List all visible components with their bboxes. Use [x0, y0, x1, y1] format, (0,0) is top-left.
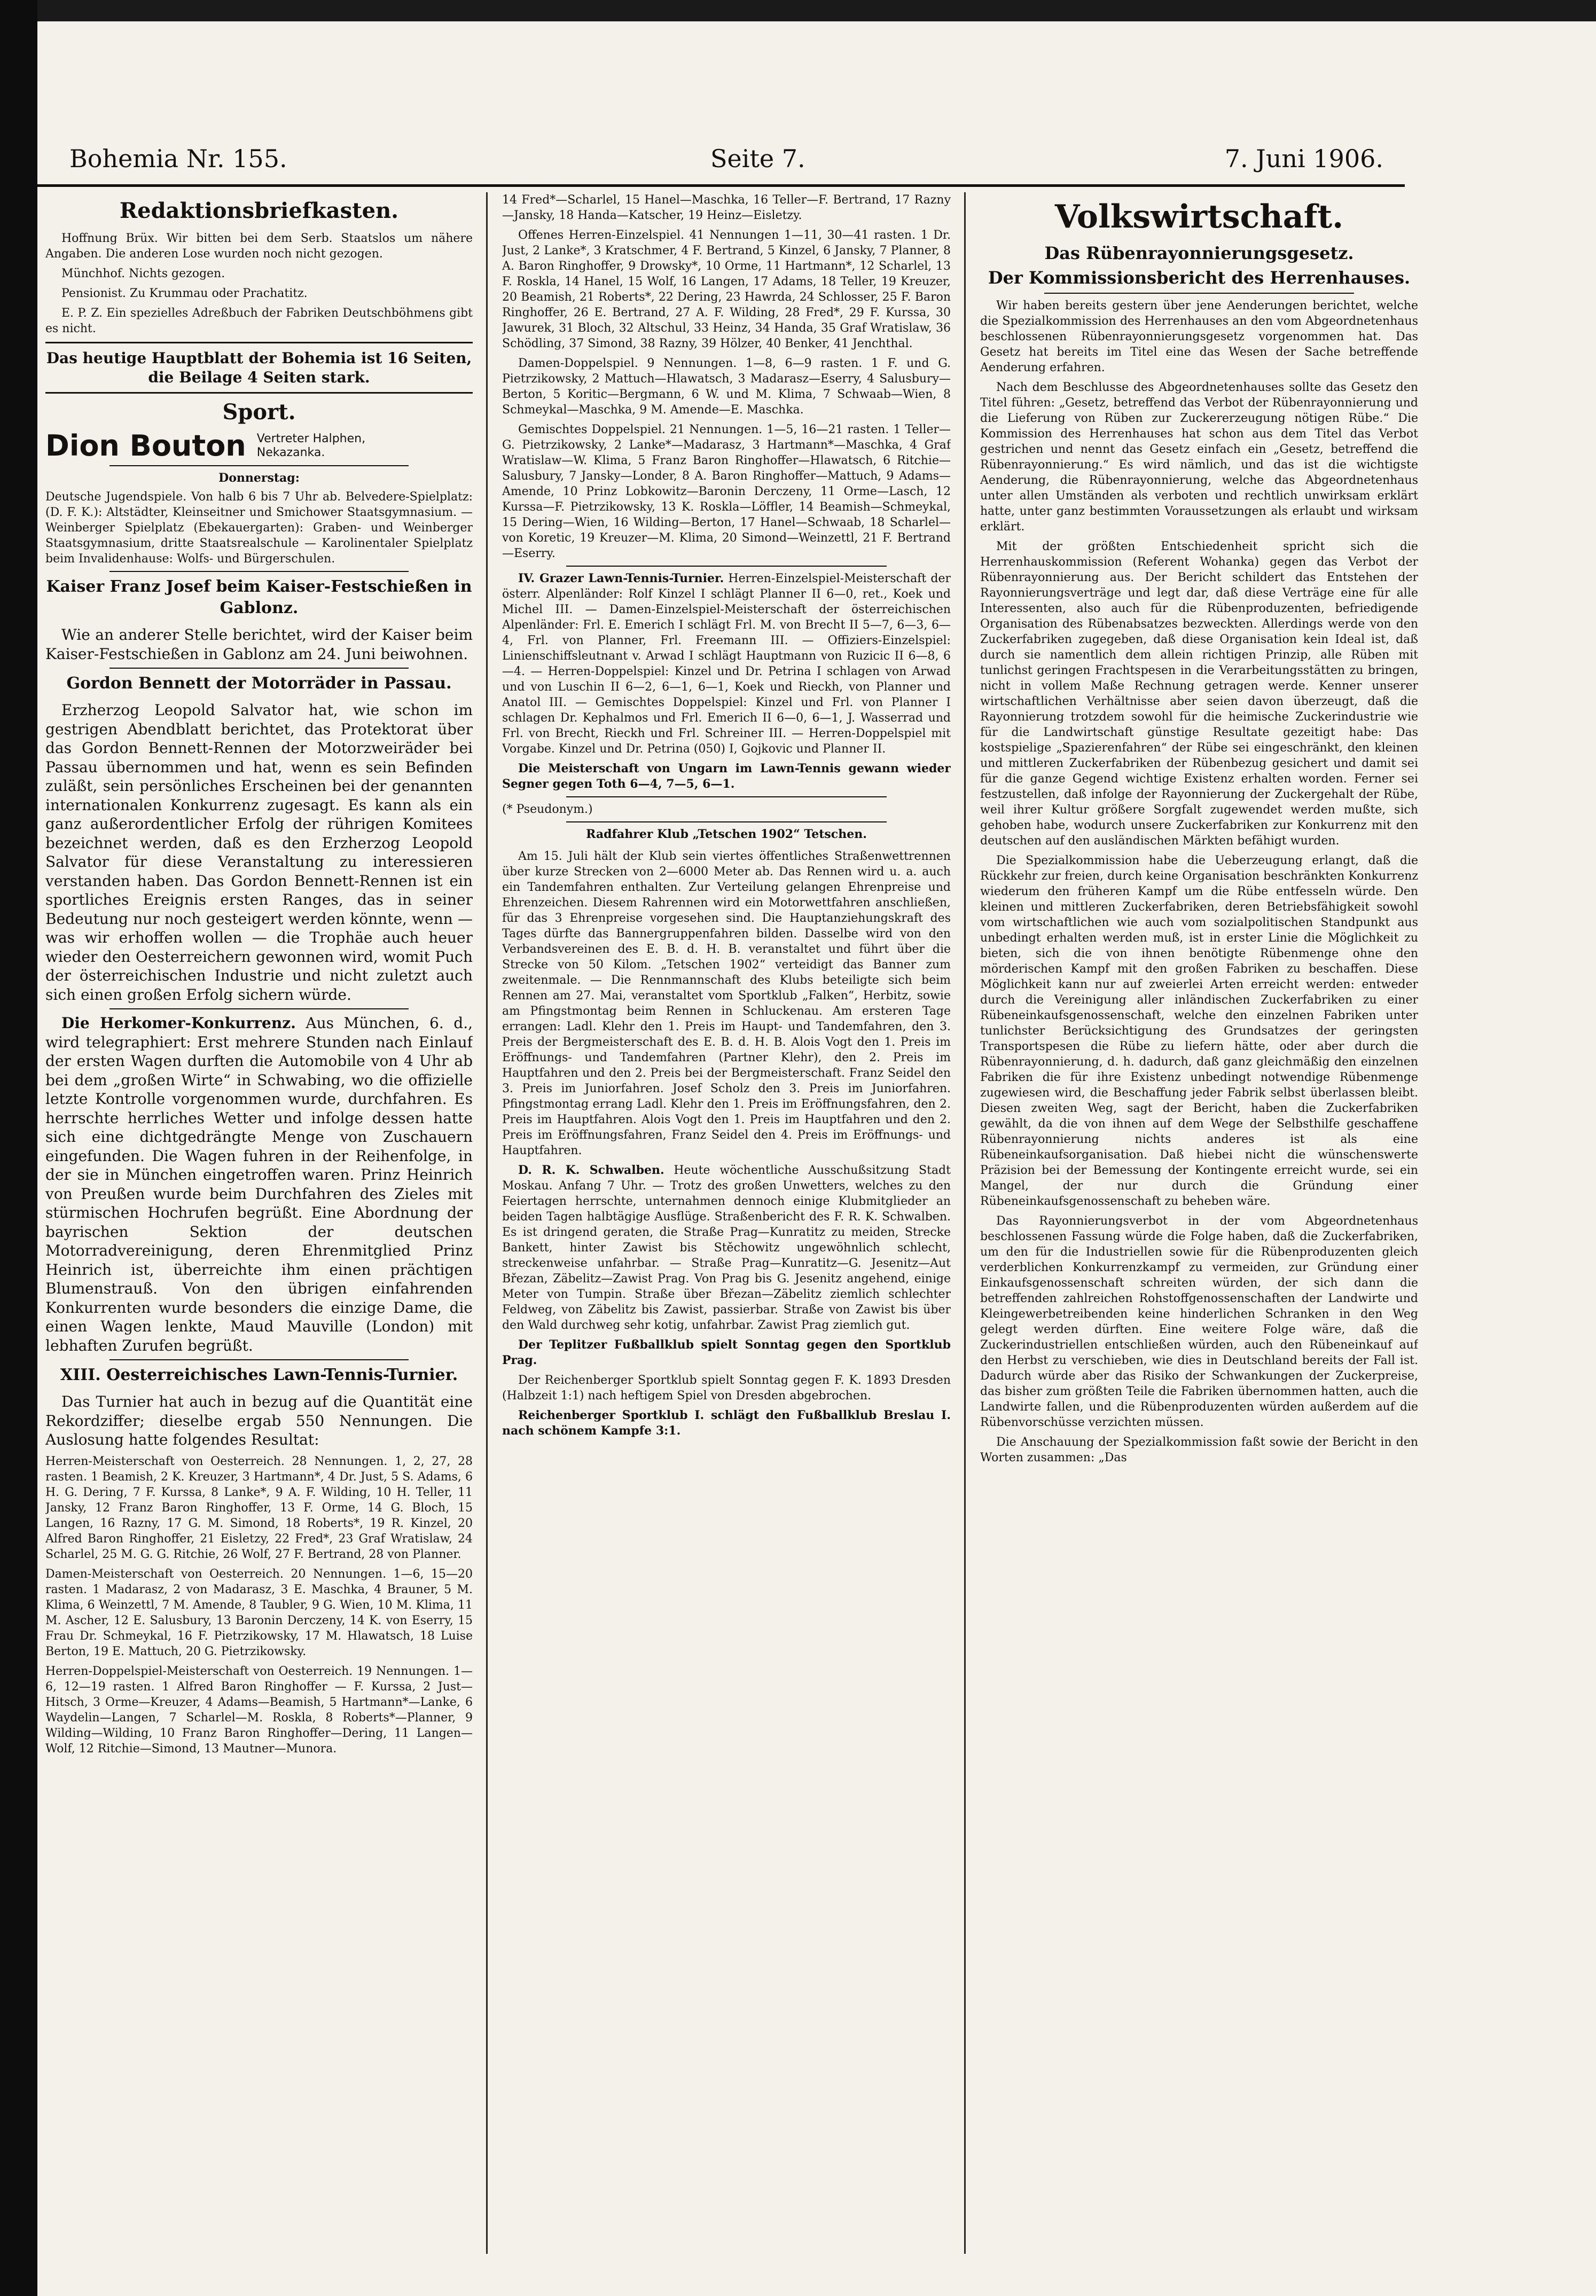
header-rule	[37, 184, 1405, 187]
article-headline: D. R. K. Schwalben.	[518, 1163, 664, 1177]
draw-list: Damen-Meisterschaft von Oesterreich. 20 Nennungen. 1—6, 15—20 rasten. 1 Madarasz, 2 von Madarasz, 3 E. Maschka, 4 Brauner, 5 M. Klima, 6 Weinzettl, 7 M. Amende, 8 Taubler, 9 G. Wien, 10 M. Klima, 11 M. Ascher, 12 E. Salusbury, 13 Baronin Derczeny, 14 K. von Eserry, 15 Frau Dr. Schmeykal, 16 F. Pietrzikowsky, 17 M. Hlawatsch, 18 Luise Berton, 19 E. Mattuch, 20 G. Pietrzikowsky.	[45, 1567, 473, 1658]
article-paragraph: Die Spezialkommission habe die Ueberzeugung erlangt, daß die Rückkehr zur freien, durch keine Organisation beschränkten Konkurrenz wiederum den früheren Kampf um die Rübe entfesseln würde. Den kleinen und mittleren Zuckerfabriken, deren Betriebsfähigkeit sowohl vom wirtschaftlichen wie auch vom sozialpolitischen Standpunkt aus unbedingt erhalten werden muß, ist in erster Linie die Möglichkeit zu bieten, sich die von ihnen benötigte Rübenmenge ohne den mörderischen Kampf mit den großen Fabriken zu beschaffen. Diese Möglichkeit kann nur auf zweierlei Arten erreicht werden: entweder durch die Vereinigung aller inländischen Zuckerfabriken zu einer Rübeneinkaufsgenossenschaft, welche den einzelnen Fabriken unter tunlichster Berücksichtigung des Grundsatzes der geringsten Transportspesen die Rübe zu liefern hätte, oder aber durch die Rübenrayonnierung, d. h. dadurch, daß ganz gleichmäßig den einzelnen Fabriken die für ihre Existenz unbedingt notwendige Rübenmenge zugewiesen wird, die Beschaffung jeder Fabrik selbst überlassen bleibt. Diesen zweiten Weg, sagt der Bericht, haben die Zuckerfabriken gewählt, da die von ihnen auf dem Wege der Selbsthilfe geschaffene Rübenrayonnierung nichts anderes ist als eine Rübeneinkaufsorganisation. Daß hiebei nicht die wünschenswerte Präzision bei der Bemessung der Kontingente erreicht wurde, sei ein Mangel, der nur durch die Gründung einer Rübeneinkaufsgenossenschaft zu beheben wäre.	[980, 854, 1418, 1208]
divider	[109, 668, 409, 669]
section-title-redaktionsbriefkasten: Redaktionsbriefkasten.	[119, 198, 399, 223]
letter-item: Pensionist. Zu Krummau oder Prachatitz.	[61, 287, 308, 300]
article-headline: Radfahrer Klub „Tetschen 1902“ Tetschen.	[586, 827, 867, 841]
divider	[566, 566, 887, 567]
article-text	[502, 571, 951, 757]
draw-list: Offenes Herren-Einzelspiel. 41 Nennungen 1—11, 30—41 rasten. 1 Dr. Just, 2 Lanke*, 3 Kratschmer, 4 F. Bertrand, 5 Kinzel, 6 Jansky, 7 Planner, 8 A. Baron Ringhoffer, 9 Drowsky*, 10 Orme, 11 Hartmann*, 12 Scharlel, 13 F. Roskla, 14 Hanel, 15 Wolf, 16 Langen, 17 Adams, 18 Teller, 19 Kreuzer, 20 Beamish, 21 Roberts*, 22 Dering, 23 Hawrda, 24 Schlosser, 25 F. Baron Ringhoffer, 26 E. Bertrand, 27 A. F. Wilding, 28 Fred*, 29 F. Kurssa, 30 Jawurek, 31 Bloch, 32 Altschul, 33 Heinz, 34 Handa, 35 Graf Wratislaw, 36 Schödling, 37 Simond, 38 Razny, 39 Hölzer, 40 Benker, 41 Jenchthal.	[502, 229, 951, 350]
draw-list: Herren-Meisterschaft von Oesterreich. 28 Nennungen. 1, 2, 27, 28 rasten. 1 Beamish, 2 K. Kreuzer, 3 Hartmann*, 4 Dr. Just, 5 S. Adams, 6 H. G. Dering, 7 F. Kurssa, 8 Lanke*, 9 A. F. Wilding, 10 H. Teller, 11 Jansky, 12 Franz Baron Ringhoffer, 13 F. Orme, 14 G. Bloch, 15 Langen, 16 Razny, 17 G. M. Simond, 18 Roberts*, 19 R. Kinzel, 20 Alfred Baron Ringhoffer, 21 Eisletzy, 22 Fred*, 23 Graf Wratislaw, 24 Scharlel, 25 M. G. G. Ritchie, 26 Wolf, 27 F. Bertrand, 28 von Planner.	[45, 1454, 473, 1561]
divider	[45, 392, 473, 394]
article-paragraph: Mit der größten Entschiedenheit spricht sich die Herrenhauskommission (Referent Wohanka) gegen das Verbot der Rübenrayonnierung aus. Der Bericht schildert das Entstehen der Rayonnierungsverträge und legt dar, daß diese Verträge eine für alle Interessenten, also auch für die Rübenproduzenten, befriedigende Organisation des Rübenabsatzes bezweckten. Allerdings werde von den Zuckerfabriken zugegeben, daß diese Organisation kein Ideal ist, daß durch sie namentlich dem allein richtigen Prinzip, alle Rüben mit tunlichst geringen Frachtspesen in die Verarbeitungsstätten zu bringen, nicht in vollem Maße Rechnung getragen werde. Kenner unserer wirtschaftlichen Verhältnisse aber seien davon überzeugt, daß die Rayonnierung trotzdem sowohl für die heimische Zuckerindustrie wie für die Landwirtschaft günstige Resultate gezeitigt habe: Das kostspielige „Spazierenfahren“ der Rübe sei eingeschränkt, den kleinen und mittleren Zuckerfabriken der Rübenbezug gesichert und damit sei für die ganze Gegend wichtige Existenz erhalten worden. Ferner sei festzustellen, daß infolge der Rayonnierung der Zuckergehalt der Rübe, weil ihrer Kultur größere Sorgfalt zugewendet werden mußte, sich gehoben habe, wodurch unsere Zuckerfabriken zur Konkurrenz mit den deutschen auf den ausländischen Märkten befähigt wurden.	[980, 540, 1418, 848]
divider	[109, 465, 409, 466]
article-headline: Kaiser Franz Josef beim Kaiser-Festschießen in Gablonz.	[46, 577, 472, 617]
article-body: Aus München, 6. d., wird telegraphiert: Erst mehrere Stunden nach Einlauf der ersten Wagen durften die Automobile von 4 Uhr ab bei dem „großen Wirte“ in Schwabing, wo die offizielle letzte Kontrolle vorgenommen wurde, durchfahren. Es herrschte herrliches Wetter und infolge dessen hatte sich eine dichtgedrängte Menge von Zuschauern eingefunden. Die Wagen fuhren in der Reihenfolge, in der sie in München eingetroffen waren. Prinz Heinrich von Preußen wurde beim Durchfahren des Zieles mit stürmischen Hochrufen begrüßt. Eine Abordnung der bayrischen Sektion der deutschen Motorradvereinigung, deren Ehrenmitglied Prinz Heinrich ist, überreichte ihm einen prächtigen Blumenstrauß. Von den übrigen einfahrenden Konkurrenten wurde besonders die einzige Dame, die einen Wagen lenkte, Maud Mauville (London) mit lebhaften Zurufen begrüßt.	[45, 1014, 473, 1354]
article-paragraph: Wir haben bereits gestern über jene Aenderungen berichtet, welche die Spezialkommission des Herrenhauses an den vom Abgeordnetenhaus beschlossenen Rübenrayonnierungsgesetz vorgenommen hat. Das Gesetz hat bereits im Titel eine das Wesen der Sache betreffende Aenderung erfahren.	[980, 299, 1418, 374]
article-paragraph: Nach dem Beschlusse des Abgeordnetenhauses sollte das Gesetz den Titel führen: „Gesetz, betreffend das Verbot der Rübenrayonnierung und die Lieferung von Rüben zur Zuckererzeugung nötigen Rübe.“ Die Kommission des Herrenhauses hat schon aus dem Titel das Verbot gestrichen und nennt das Gesetz einfach ein „Gesetz, betreffend die Rübenrayonnierung.“ Es wird nämlich, und das ist die wichtigste Aenderung, die Rübenrayonnierung, welche das Abgeordnetenhaus unter allen Umständen als verboten und rechtlich unwirksam erklärt hatte, unter ganz bestimmten Voraussetzungen als erlaubt und wirksam erklärt.	[980, 381, 1418, 534]
article-subheadline: Der Kommissionsbericht des Herrenhauses.	[988, 268, 1411, 288]
heading-donnerstag: Donnerstag:	[218, 471, 300, 485]
article-body: Heute wöchentliche Ausschußsitzung Stadt Moskau. Anfang 7 Uhr. — Trotz des großen Unwetters, welches zu den Feiertagen herrschte, unternahmen dennoch einige Klubmitglieder an beiden Tagen halbtägige Ausflüge. Straßenbericht des F. R. K. Schwalben. Es ist dringend geraten, die Straße Prag—Kunratitz zu meiden, Strecke Bankett, hinter Zawist bis Stěchowitz ungewöhnlich schlecht, streckenweise unfahrbar. — Straße Prag—Kunratitz—G. Jesenitz—Aut Březan, Zäbelitz—Zawist Prag. Von Prag bis G. Jesenitz angehend, einige Meter von Tumpin. Straße über Březan—Zäbelitz ziemlich schlechter Feldweg, von Zäbelitz bis Zawist, passierbar. Straße von Zawist bis über den Wald durchweg sehr kotig, unfahrbar. Zawist Prag ziemlich gut.	[502, 1164, 951, 1332]
article-headline: Gordon Bennett der Motorräder in Passau.	[66, 674, 452, 693]
article-headline: Die Herkomer-Konkurrenz.	[61, 1014, 296, 1032]
article-text	[45, 1014, 473, 1355]
article-text: Der Teplitzer Fußballklub spielt Sonntag gegen den Sportklub Prag.	[502, 1338, 951, 1367]
scan-border-left	[0, 0, 37, 2296]
header-page-number: Seite 7.	[710, 144, 805, 173]
article-headline: Das Rübenrayonnierungsgesetz.	[1044, 243, 1354, 263]
article-text: Am 15. Juli hält der Klub sein viertes öffentliches Straßenwettrennen über kurze Strecken von 2—6000 Meter ab. Das Rennen wird u. a. auch ein Tandemfahren enthalten. Zur Verteilung gelangen Ehrenpreise und Ehrenzeichen. Diesem Rahrennen wird ein Motorwettfahren anschließen, für das 3 Ehrenpreise vorgesehen sind. Die Hauptanziehungskraft des Tages dürfte das Bannergruppenfahren bilden. Dasselbe wird von den Verbandsvereinen des E. B. d. H. B. veranstaltet und führt über die Strecke von 50 Kilom. „Tetschen 1902“ verteidigt das Banner zum zweitenmale. — Die Rennmannschaft des Klubs beteiligte sich beim Rennen am 27. Mai, veranstaltet vom Sportklub „Falken“, Herbitz, sowie am Pfingstmontag beim Rennen in Schluckenau. Am ersteren Tage errangen: Ladl. Klehr den 1. Preis im Haupt- und Tandemfahren, den 3. Preis der Bergmeisterschaft des E. B. d. H. B. Alois Vogt den 1. Preis im Eröffnungs- und Tandemfahren (Partner Klehr), den 2. Preis im Hauptfahren und den 2. Preis bei der Bergmeisterschaft. Franz Seidel den 3. Preis im Juniorfahren. Josef Scholz den 3. Preis im Juniorfahren. Pfingstmontag errang Ladl. Klehr den 1. Preis im Eröffnungsfahren, den 2. Preis im Hauptfahren. Alois Vogt den 1. Preis im Hauptfahren und den 2. Preis im Eröffnungsfahren, Franz Seidel den 4. Preis im Eröffnungs- und Hauptfahren.	[502, 850, 951, 1157]
letter-item: Münchhof. Nichts gezogen.	[61, 267, 225, 280]
header-date: 7. Juni 1906.	[1224, 144, 1383, 173]
header-publication: Bohemia Nr. 155.	[69, 144, 287, 173]
article-text: Die Meisterschaft von Ungarn im Lawn-Tennis gewann wieder Segner gegen Toth 6—4, 7—5, 6—1.	[502, 762, 951, 791]
divider	[566, 821, 887, 822]
page-header	[69, 144, 1383, 187]
divider	[1044, 293, 1354, 294]
article-text: Das Turnier hat auch in bezug auf die Quantität eine Rekordziffer; dieselbe ergab 550 Nennungen. Die Auslosung hatte folgendes Resultat:	[45, 1393, 473, 1448]
ad-brand-name: Dion Bouton	[45, 429, 246, 463]
draw-list: Damen-Doppelspiel. 9 Nennungen. 1—8, 6—9 rasten. 1 F. und G. Pietrzikowsky, 2 Mattuch—Hlawatsch, 3 Madarasz—Eserry, 4 Salusbury—Berton, 5 Koritic—Bergmann, 6 W. und M. Klima, 7 Schwaab—Wien, 8 Schmeykal—Maschka, 9 M. Amende—E. Maschka.	[502, 357, 951, 417]
column-2	[502, 192, 951, 2259]
article-paragraph: Das Rayonnierungsverbot in der vom Abgeordnetenhaus beschlossenen Fassung würde die Folge haben, daß die Zuckerfabriken, um den für die Industriellen sowie für die Rübenproduzenten gleich verderblichen Konkurrenzkampf zu vermeiden, zur Gründung einer Einkaufsgenossenschaft schreiten würden, der sich dann die betreffenden zahlreichen Rohstoffgenossenschaften der Landwirte und Kleingewerbetreibenden keine hinderlichen Schranken in den Weg gelegt werden dürften. Eine weitere Folge wäre, daß die Zuckerindustriellen entschließen würden, auch den Rübeneinkauf auf den Herbst zu verschieben, wie dies in Deutschland bereits der Fall ist. Dadurch würde aber das Risiko der Schwankungen der Zuckerpreise, das bisher zum größten Teile die Fabriken übernommen hatten, auch die Landwirte fallen, und die Rübenproduzenten würden außerdem auf die Rübenvorschüsse verzichten müssen.	[980, 1214, 1418, 1429]
article-text: Deutsche Jugendspiele. Von halb 6 bis 7 Uhr ab. Belvedere-Spielplatz: (D. F. K.): Altstädter, Kleinseitner und Smichower Staatsgymnasium. — Weinberger Spielplatz (Ebekauergarten): Graben- und Weinberger Staatsgymnasium, dritte Staatsrealschule — Karolinentaler Spielplatz beim Invalidenhause: Wolfs- und Bürgerschulen.	[45, 490, 473, 566]
column-divider	[486, 192, 488, 2254]
article-text: Wie an anderer Stelle berichtet, wird der Kaiser beim Kaiser-Festschießen in Gablonz am 24. Juni beiwohnen.	[45, 626, 473, 663]
footnote: (* Pseudonym.)	[502, 803, 593, 816]
article-headline: XIII. Oesterreichisches Lawn-Tennis-Turnier.	[60, 1366, 458, 1384]
column-divider	[964, 192, 966, 2254]
article-text: Der Reichenberger Sportklub spielt Sonntag gegen F. K. 1893 Dresden (Halbzeit 1:1) nach heftigem Spiel von Dresden abgebrochen.	[502, 1374, 951, 1402]
section-title-sport: Sport.	[222, 399, 296, 425]
draw-list: Gemischtes Doppelspiel. 21 Nennungen. 1—5, 16—21 rasten. 1 Teller—G. Pietrzikowsky, 2 Lanke*—Madarasz, 3 Hartmann*—Maschka, 4 Graf Wratislaw—W. Klima, 5 Franz Baron Ringhoffer—Hlawatsch, 6 Ritchie—Salusbury, 7 Jansky—Londer, 8 A. Baron Ringhoffer—Mattuch, 9 Adams—Amende, 10 Prinz Lobkowitz—Baronin Derczeny, 11 Orme—Lasch, 12 Kurssa—F. Pietrzikowsky, 13 K. Roskla—Löffler, 14 Beamish—Schmeykal, 15 Dering—Wien, 16 Wilding—Berton, 17 Hanel—Schwaab, 18 Scharlel—von Koretic, 19 Kreuzer—M. Klima, 20 Simond—Weinzettl, 21 F. Bertrand—Eserry.	[502, 423, 951, 560]
divider	[109, 571, 409, 572]
article-paragraph: Die Anschauung der Spezialkommission faßt sowie der Bericht in den Worten zusammen: „Das	[980, 1436, 1418, 1464]
ad-line: Nekazanka.	[256, 446, 325, 459]
draw-list: 14 Fred*—Scharlel, 15 Hanel—Maschka, 16 Teller—F. Bertrand, 17 Razny—Jansky, 18 Handa—Katscher, 19 Heinz—Eisletzy.	[502, 193, 951, 222]
divider	[109, 1359, 409, 1360]
draw-list: Herren-Doppelspiel-Meisterschaft von Oesterreich. 19 Nennungen. 1—6, 12—19 rasten. 1 Alfred Baron Ringhoffer — F. Kurssa, 2 Just—Hitsch, 3 Orme—Kreuzer, 4 Adams—Beamish, 5 Hartmann*—Lanke, 6 Waydelin—Langen, 7 Scharlel—M. Roskla, 8 Roberts*—Planner, 9 Wilding—Wilding, 10 Franz Baron Ringhoffer—Dering, 11 Langen—Wolf, 12 Ritchie—Simond, 13 Mautner—Munora.	[45, 1664, 473, 1756]
issue-notice: Das heutige Hauptblatt der Bohemia ist 16 Seiten, die Beilage 4 Seiten stark.	[46, 349, 472, 386]
letter-item: Hoffnung Brüx. Wir bitten bei dem Serb. Staatslos um nähere Angaben. Die anderen Lose wurden noch nicht gezogen.	[45, 232, 473, 261]
section-title-volkswirtschaft: Volkswirtschaft.	[1054, 198, 1344, 236]
article-text: Erzherzog Leopold Salvator hat, wie schon im gestrigen Abendblatt berichtet, das Protektorat über das Gordon Bennett-Rennen der Motorzweiräder bei Passau übernommen und hat, wenn es sein Befinden zuläßt, sein persönliches Erscheinen bei der genannten internationalen Konkurrenz zugesagt. Es kann als ein ganz außerordentlicher Erfolg der rührigen Komitees bezeichnet werden, daß es den Erzherzog Leopold Salvator für diese Veranstaltung zu interessieren verstanden haben. Das Gordon Bennett-Rennen ist ein sportliches Ereignis ersten Ranges, das in seiner Bedeutung nur noch gesteigert werden könnte, wenn — was wir erhoffen wollen — die Trophäe auch heuer wieder den Oesterreichern gewonnen wird, womit Puch der österreichischen Industrie und nicht zuletzt auch sich einen großen Erfolg sichern würde.	[45, 701, 473, 1004]
ad-representative	[257, 432, 365, 460]
ad-line: Vertreter Halphen,	[256, 432, 366, 445]
divider	[45, 342, 473, 343]
column-3	[980, 192, 1418, 2259]
column-1	[45, 192, 473, 2259]
article-text: Reichenberger Sportklub I. schlägt den Fußballklub Breslau I. nach schönem Kampfe 3:1.	[502, 1408, 951, 1438]
scan-border-top	[0, 0, 1596, 21]
divider	[109, 1008, 409, 1009]
divider	[566, 796, 887, 797]
article-text	[502, 1163, 951, 1333]
article-headline: IV. Grazer Lawn-Tennis-Turnier.	[518, 571, 724, 585]
letter-item: E. P. Z. Ein spezielles Adreßbuch der Fabriken Deutschböhmens gibt es nicht.	[45, 307, 473, 335]
advertisement-dion-bouton	[45, 429, 473, 463]
article-body: Herren-Einzelspiel-Meisterschaft der österr. Alpenländer: Rolf Kinzel I schlägt Planner II 6—0, ret., Koek und Michel III. — Damen-Einzelspiel-Meisterschaft der österreichischen Alpenländer: Frl. E. Emerich I schlägt Frl. M. von Brecht II 5—7, 6—3, 6—4, Frl. von Planner, Frl. Freemann III. — Offiziers-Einzelspiel: Linienschiffsleutnant v. Arwad I schlägt Hauptmann von Ruzicic II 6—8, 6—4. — Herren-Doppelspiel: Kinzel und Dr. Petrina I schlagen von Arwad und von Luschin II 6—2, 6—1, 6—1, Koek und Rieckh, von Planner und Anatol III. — Gemischtes Doppelspiel: Kinzel und Frl. von Planner I schlagen Dr. Kephalmos und Frl. Emerich II 6—0, 6—1, J. Wasserrad und Frl. von Brecht, Rieckh und Frl. Schreiner III. — Herren-Doppelspiel mit Vorgabe. Kinzel und Dr. Petrina (050) I, Gojkovic und Planner II.	[502, 572, 951, 756]
